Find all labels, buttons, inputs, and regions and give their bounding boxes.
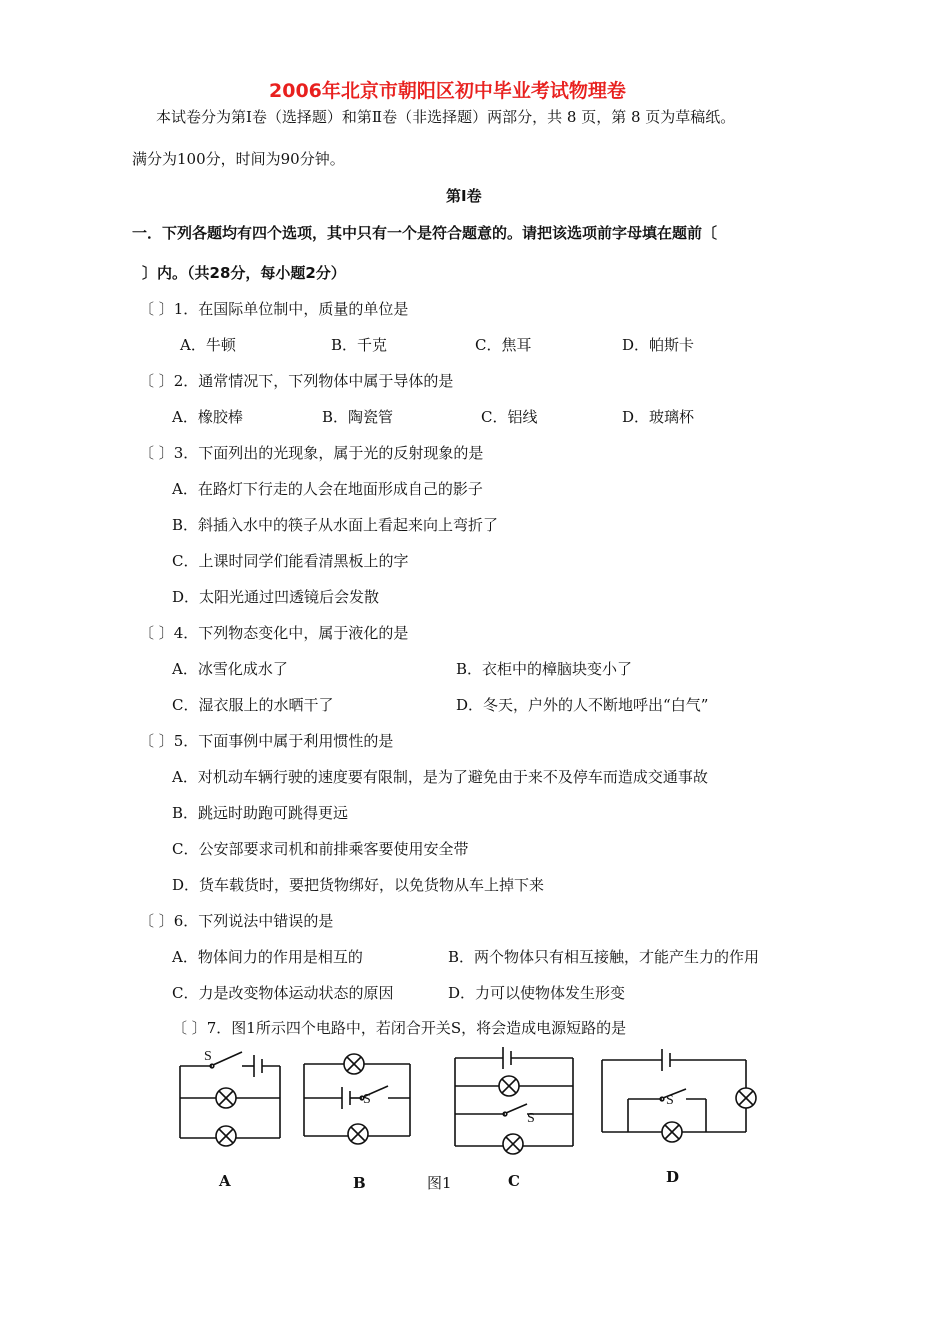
- intro-line-1: 本试卷分为第Ⅰ卷（选择题）和第Ⅱ卷（非选择题）两部分，共 8 页，第 8 页为草稿纸。: [156, 108, 736, 126]
- instruction-line-2: 〕内。（共28分，每小题2分）: [142, 264, 346, 282]
- q2-option-c: C．铝线: [481, 408, 538, 426]
- q3-option-d: D．太阳光通过凹透镜后会发散: [172, 588, 380, 606]
- circuit-c: [447, 1040, 577, 1160]
- q2-option-a: A．橡胶棒: [172, 408, 243, 426]
- q1-option-a: A．牛顿: [180, 336, 236, 354]
- svg-text:S: S: [666, 1093, 674, 1108]
- q4-option-d: D．冬天，户外的人不断地呼出“白气”: [456, 696, 709, 714]
- question-7-stem: 〔 〕7．图1所示四个电路中，若闭合开关S，将会造成电源短路的是: [172, 1019, 627, 1037]
- svg-text:S: S: [363, 1092, 371, 1107]
- circuit-label-d: D: [666, 1168, 680, 1186]
- question-1-stem: 〔 〕1．在国际单位制中，质量的单位是: [139, 300, 409, 318]
- q4-option-c: C．湿衣服上的水晒干了: [172, 696, 334, 714]
- question-3-stem: 〔 〕3．下面列出的光现象，属于光的反射现象的是: [139, 444, 484, 462]
- q3-option-a: A．在路灯下行走的人会在地面形成自己的影子: [172, 480, 483, 498]
- q6-option-b: B．两个物体只有相互接触，才能产生力的作用: [448, 948, 760, 966]
- section-title: 第Ⅰ卷: [446, 187, 482, 205]
- q1-option-b: B．千克: [331, 336, 388, 354]
- q1-option-d: D．帕斯卡: [622, 336, 695, 354]
- svg-text:S: S: [204, 1049, 212, 1064]
- q6-option-a: A．物体间力的作用是相互的: [172, 948, 363, 966]
- circuit-b: [296, 1042, 416, 1152]
- q1-option-c: C．焦耳: [475, 336, 532, 354]
- svg-text:S: S: [527, 1111, 535, 1126]
- circuit-a: [170, 1042, 288, 1152]
- question-4-stem: 〔 〕4．下列物态变化中，属于液化的是: [139, 624, 409, 642]
- circuit-label-b: B: [353, 1174, 366, 1192]
- intro-line-2: 满分为100分，时间为90分钟。: [132, 150, 345, 168]
- q5-option-b: B．跳远时助跑可跳得更远: [172, 804, 349, 822]
- figure-caption: 图1: [427, 1174, 452, 1192]
- q3-option-b: B．斜插入水中的筷子从水面上看起来向上弯折了: [172, 516, 499, 534]
- circuit-d: [596, 1044, 766, 1144]
- q6-option-c: C．力是改变物体运动状态的原因: [172, 984, 394, 1002]
- question-5-stem: 〔 〕5．下面事例中属于利用惯性的是: [139, 732, 394, 750]
- q4-option-b: B．衣柜中的樟脑块变小了: [456, 660, 633, 678]
- q5-option-a: A．对机动车辆行驶的速度要有限制，是为了避免由于来不及停车而造成交通事故: [172, 768, 708, 786]
- q4-option-a: A．冰雪化成水了: [172, 660, 288, 678]
- q5-option-d: D．货车载货时，要把货物绑好，以免货物从车上掉下来: [172, 876, 545, 894]
- q2-option-b: B．陶瓷管: [322, 408, 394, 426]
- q3-option-c: C．上课时同学们能看清黑板上的字: [172, 552, 409, 570]
- q2-option-d: D．玻璃杯: [622, 408, 695, 426]
- instruction-line-1: 一．下列各题均有四个选项，其中只有一个是符合题意的。请把该选项前字母填在题前〔: [132, 224, 718, 242]
- page-title: 2006年北京市朝阳区初中毕业考试物理卷: [269, 80, 626, 102]
- q6-option-d: D．力可以使物体发生形变: [448, 984, 626, 1002]
- circuit-label-a: A: [219, 1172, 231, 1190]
- question-6-stem: 〔 〕6．下列说法中错误的是: [139, 912, 334, 930]
- circuit-label-c: C: [508, 1172, 520, 1190]
- question-2-stem: 〔 〕2．通常情况下，下列物体中属于导体的是: [139, 372, 454, 390]
- q5-option-c: C．公安部要求司机和前排乘客要使用安全带: [172, 840, 469, 858]
